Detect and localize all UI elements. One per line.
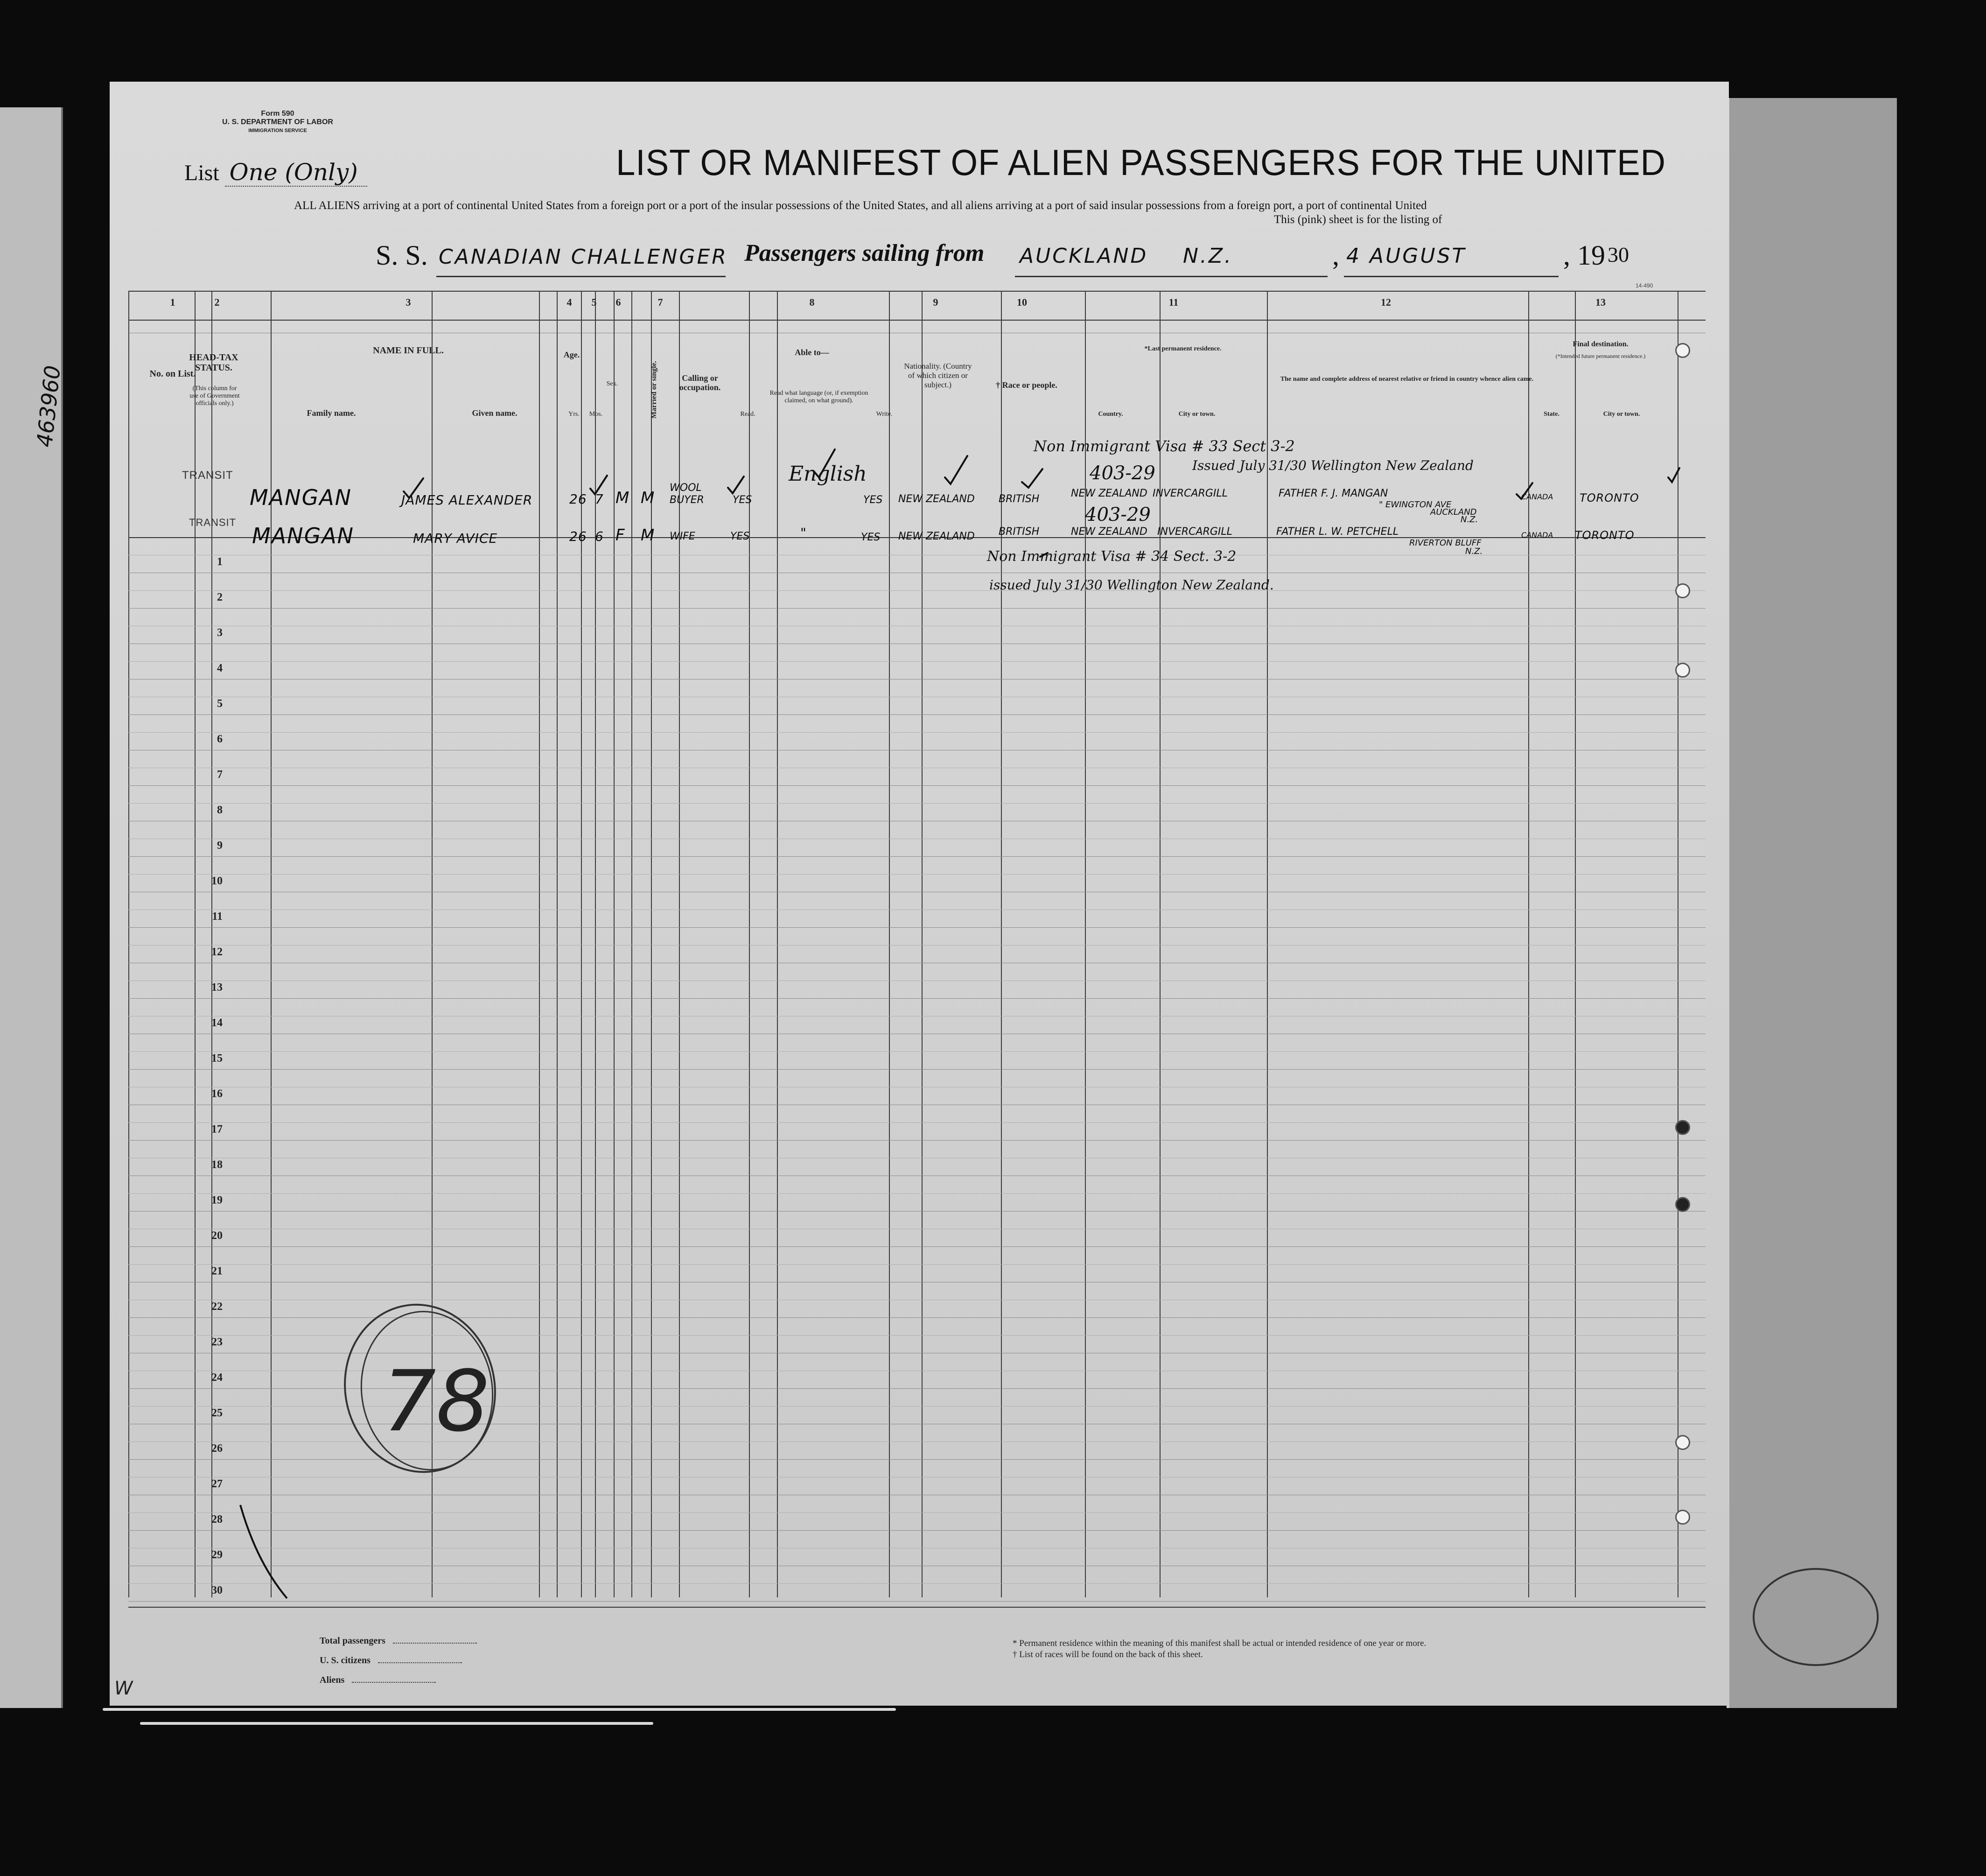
header-given-name: Given name. <box>472 408 517 418</box>
line-number: 7 <box>217 769 223 781</box>
col-number: 6 <box>615 296 621 308</box>
line-number: 12 <box>211 946 223 958</box>
header-married: Married or single. <box>650 361 658 419</box>
relative-address: N.Z. <box>1465 546 1483 556</box>
table-row-rule <box>128 1069 1706 1070</box>
visa-annotation: Issued July 31/30 Wellington New Zealand <box>1192 458 1474 473</box>
line-number: 1 <box>217 556 223 568</box>
form-number: Form 590 <box>261 110 294 118</box>
margin-mark: W <box>114 1678 133 1699</box>
sex: M <box>615 489 630 507</box>
subtitle-line-1: ALL ALIENS arriving at a port of continental United States from a foreign port or a port of the insular possessions of the United States, and all aliens arriving at a port of said insular possessions from a foreign port, a port of continental United <box>294 199 1427 212</box>
status-stamp: TRANSIT <box>182 469 233 482</box>
header-able-to: Able to— <box>795 348 829 357</box>
residence-city: INVERCARGILL <box>1153 488 1228 499</box>
sailing-date: 4 AUGUST <box>1346 244 1467 268</box>
table-row-rule <box>128 1601 1706 1602</box>
table-row-rule <box>128 1140 1706 1141</box>
check-marks <box>110 82 1729 642</box>
col-number: 8 <box>809 296 815 308</box>
binding-hole <box>1675 1510 1690 1525</box>
col-number: 1 <box>170 296 175 308</box>
header-yrs: Yrs. <box>568 411 580 418</box>
binding-hole <box>1675 583 1690 598</box>
header-relative: The name and complete address of nearest relative or friend in country whence alien came. <box>1280 376 1534 383</box>
header-age: Age. <box>563 350 580 359</box>
line-number: 9 <box>217 840 223 852</box>
binding-hole <box>1675 1120 1690 1135</box>
line-number: 5 <box>217 698 223 710</box>
code-annotation: 403-29 <box>1090 462 1155 484</box>
page-title: LIST OR MANIFEST OF ALIEN PASSENGERS FOR THE UNITED <box>616 142 1666 183</box>
line-number: 8 <box>217 804 223 816</box>
can-write: YES <box>861 532 881 543</box>
header-head-tax: HEAD-TAX STATUS. <box>189 352 238 373</box>
line-number: 21 <box>211 1265 223 1277</box>
table-row-midline <box>128 732 1706 733</box>
header-nationality: Nationality. (Country of which citizen or subject.) <box>904 362 972 389</box>
footnotes <box>1013 1638 1426 1660</box>
totals-block <box>320 1636 477 1694</box>
service: IMMIGRATION SERVICE <box>248 128 307 133</box>
table-row-midline <box>128 980 1706 981</box>
table-row-midline <box>128 1264 1706 1265</box>
table-row-midline <box>128 1193 1706 1194</box>
header-last-residence: *Last permanent residence. <box>1144 345 1222 352</box>
header-name-in-full: NAME IN FULL. <box>373 345 444 356</box>
given-name: JAMES ALEXANDER <box>401 492 533 508</box>
header-read: Read. <box>740 411 755 418</box>
table-row-midline <box>128 661 1706 662</box>
residence-country: NEW ZEALAND <box>1071 526 1147 538</box>
footnote-races: † List of races will be found on the back of this sheet. <box>1013 1650 1203 1659</box>
header-dest-city: City or town. <box>1603 411 1640 418</box>
table-row-rule <box>128 998 1706 999</box>
header-sex: Sex. <box>606 380 618 387</box>
table-row-midline <box>128 874 1706 875</box>
ship-name: CANADIAN CHALLENGER <box>439 245 728 269</box>
occupation: BUYER <box>670 494 704 506</box>
header-write: Write. <box>876 411 893 418</box>
can-read: YES <box>733 494 752 506</box>
line-number: 13 <box>211 981 223 994</box>
list-value: One (Only) <box>225 159 367 187</box>
ring-mark <box>1753 1568 1879 1666</box>
col-number: 13 <box>1595 296 1606 308</box>
table-row-midline <box>128 1583 1706 1584</box>
sheet-code: 14-490 <box>1636 282 1653 289</box>
header-state: State. <box>1544 411 1559 418</box>
table-row-midline <box>128 1122 1706 1123</box>
col-number: 2 <box>214 296 220 308</box>
read-language: English <box>789 462 867 486</box>
adjacent-right-page <box>1727 98 1897 1708</box>
can-read: YES <box>730 531 750 542</box>
visa-annotation: Non Immigrant Visa # 34 Sect. 3-2 <box>987 548 1237 565</box>
line-number: 10 <box>211 875 223 887</box>
col-number: 12 <box>1381 296 1391 308</box>
line-number: 22 <box>211 1301 223 1313</box>
code-annotation: 403-29 <box>1085 504 1151 525</box>
marital-status: M <box>641 526 655 545</box>
sailing-port: AUCKLAND <box>1020 244 1148 268</box>
age-yrs: 26 <box>569 491 587 507</box>
given-name: MARY AVICE <box>413 531 498 546</box>
line-number: 19 <box>211 1194 223 1206</box>
header-no-on-list: No. on List. <box>149 369 196 379</box>
file-number: 463960 <box>32 364 66 448</box>
manifest-sheet: Form 590 U. S. DEPARTMENT OF LABOR IMMIGRATION SERVICE List One (Only) LIST OR MANIFEST OF ALIEN PASSENGERS FOR THE UNITED ALL ALIENS arriving at a port of continental United States from a foreign port or a port of the insular possessions of the United States, and all aliens arriving at a port of said insular possessions from a foreign port, a port of continental United This (pink) sheet is for the listing of S. S. CANADIAN CHALLENGER Passengers sailing from AUCKLAND N.Z. , 4 AUGUST , 19 30 14-490 1 2 3 4 5 6 7 8 9 10 11 12 13 No. on List. HEAD-TAX STATUS. (This column for use of Government officials only.) NAME IN FULL. Family name. Given name. Age. Yrs. Mos. Sex. Married or single. Calling or occupation. Able to— Read. Read what language (or, if exemption claimed, on what ground). Write. Nationality. (Country of which citizen or subject.) † Race or people. *Last permanent residence. Country. City or town. The name and complete address of nearest relative or friend in country whence alien came. Final destination. (*Intended future permanent residence.) State. City or town. 1 2 3 4 5 6 7 8 9 10 11 12 13 14 15 16 17 18 19 20 21 22 23 24 25 26 27 28 29 30 TRANSIT TRANSIT MANGAN JAMES ALEXANDER 26 7 M M WOOL BUYER YES English YES NEW ZEALAND BRITISH NEW ZEALAND INVERCARGILL FATHER F. J. MANGAN " EWINGTON AVE AUCKLAND N.Z. CANADA TORONTO MANGAN MARY AVICE 26 6 F M WIFE YES " YES NEW ZEALAND BRITISH NEW ZEALAND INVERCARGILL FATHER L. W. PETCHELL RIVERTON BLUFF N.Z. CANADA TORONTO Non Immigrant Visa # 33 Sect 3-2 Issued July 31/30 Wellington New Zealand 403-29 403-29 Non Immigrant Visa # 34 Sect. 3-2 issued July 31/30 Wellington New Zealand. 78 Total passengers U. S. citizens Aliens * Permanent residence within the meaning of this manifest shall be actual or intended residence of one year or more. † List of races will be found on the back of this sheet. W <box>110 82 1729 1706</box>
read-language: " <box>800 525 807 540</box>
line-number: 11 <box>212 910 223 923</box>
residence-country: NEW ZEALAND <box>1071 488 1147 499</box>
header-calling: Calling or occupation. <box>679 373 721 392</box>
line-number: 28 <box>211 1513 223 1526</box>
pen-stroke <box>236 1500 292 1603</box>
circled-number: 78 <box>383 1353 490 1450</box>
line-number: 3 <box>217 627 223 639</box>
department: U. S. DEPARTMENT OF LABOR <box>222 118 333 126</box>
col-number: 11 <box>1168 296 1179 308</box>
total-passengers-label: Total passengers <box>320 1636 385 1646</box>
race: BRITISH <box>999 493 1040 505</box>
binding-hole <box>1675 1435 1690 1450</box>
line-number: 14 <box>211 1017 223 1029</box>
header-race: † Race or people. <box>996 380 1057 390</box>
nationality: NEW ZEALAND <box>898 493 975 505</box>
dest-state: CANADA <box>1521 531 1553 539</box>
line-number: 30 <box>211 1584 223 1596</box>
age-mos: 6 <box>595 529 604 544</box>
occupation: WOOL <box>670 482 702 494</box>
line-number: 2 <box>217 591 223 603</box>
aliens-label: Aliens <box>320 1675 345 1685</box>
header-head-tax-note: (This column for use of Government officials only.) <box>189 385 240 407</box>
race: BRITISH <box>999 526 1040 538</box>
line-number: 24 <box>211 1372 223 1384</box>
table-row-midline <box>128 1512 1706 1513</box>
line-number: 27 <box>211 1478 223 1490</box>
ship-prefix: S. S. <box>376 240 428 271</box>
residence-city: INVERCARGILL <box>1157 526 1232 538</box>
table-row-midline <box>128 803 1706 804</box>
table-row-rule <box>128 927 1706 928</box>
line-number: 25 <box>211 1407 223 1419</box>
status-stamp: TRANSIT <box>189 517 237 528</box>
table-row-rule <box>128 1530 1706 1531</box>
visa-annotation: issued July 31/30 Wellington New Zealand. <box>989 577 1274 593</box>
relative-address: N.Z. <box>1461 515 1478 525</box>
header-city-town: City or town. <box>1178 411 1216 418</box>
col-number: 7 <box>657 296 663 308</box>
binding-hole <box>1675 343 1690 358</box>
circled-number-mark <box>336 1295 509 1482</box>
footnote-residence: * Permanent residence within the meaning of this manifest shall be actual or intended residence of one year or more. <box>1013 1638 1427 1648</box>
col-number: 10 <box>1017 296 1027 308</box>
line-number: 4 <box>217 662 223 674</box>
line-number: 6 <box>217 733 223 745</box>
relative-address: " EWINGTON AVE <box>1379 500 1452 510</box>
marital-status: M <box>641 489 655 507</box>
subtitle-line-2: This (pink) sheet is for the listing of <box>1274 213 1442 226</box>
col-number: 9 <box>933 296 938 308</box>
col-number: 5 <box>591 296 597 308</box>
table-row-midline <box>128 1051 1706 1052</box>
sex: F <box>615 526 625 545</box>
line-number: 23 <box>211 1336 223 1348</box>
us-citizens-label: U. S. citizens <box>320 1655 371 1666</box>
family-name: MANGAN <box>250 485 352 510</box>
family-name: MANGAN <box>252 523 355 548</box>
header-mos: Mos. <box>589 411 603 418</box>
header-final-destination-note: (*Intended future permanent residence.) <box>1555 353 1646 359</box>
header-country: Country. <box>1098 411 1123 418</box>
line-number: 18 <box>211 1159 223 1171</box>
relative: FATHER L. W. PETCHELL <box>1276 526 1399 538</box>
line-number: 20 <box>211 1230 223 1242</box>
relative: FATHER F. J. MANGAN <box>1279 488 1388 499</box>
relative-address: RIVERTON BLUFF <box>1409 538 1482 548</box>
dest-state: CANADA <box>1521 492 1553 501</box>
header-final-destination: Final destination. <box>1573 340 1629 348</box>
visa-annotation: Non Immigrant Visa # 33 Sect 3-2 <box>1034 437 1295 455</box>
adjacent-left-page <box>0 107 66 1708</box>
nationality: NEW ZEALAND <box>898 531 975 542</box>
can-write: YES <box>863 494 883 506</box>
relative-address: AUCKLAND <box>1430 507 1477 517</box>
age-mos: 7 <box>595 491 604 507</box>
table-row-rule <box>128 856 1706 857</box>
page-stack-edge <box>140 1722 653 1725</box>
dest-city: TORONTO <box>1580 491 1639 504</box>
list-label: List <box>184 161 219 185</box>
col-number: 3 <box>406 296 411 308</box>
line-number: 29 <box>211 1549 223 1561</box>
col-number: 4 <box>566 296 572 308</box>
header-read-language: Read what language (or, if exemption claimed, on what ground). <box>769 390 868 404</box>
occupation: WIFE <box>670 531 695 542</box>
line-number: 17 <box>211 1123 223 1135</box>
table-row-rule <box>128 1246 1706 1247</box>
table-row-rule <box>128 714 1706 715</box>
line-number: 26 <box>211 1442 223 1455</box>
binding-hole <box>1675 1197 1690 1212</box>
header-family-name: Family name. <box>307 408 356 418</box>
year-suffix: 30 <box>1608 243 1629 266</box>
line-number: 15 <box>211 1052 223 1064</box>
age-yrs: 26 <box>569 529 587 544</box>
sailing-label: Passengers sailing from <box>744 240 985 266</box>
line-number: 16 <box>211 1088 223 1100</box>
sailing-country: N.Z. <box>1183 244 1233 268</box>
year-prefix: 19 <box>1577 240 1605 271</box>
dest-city: TORONTO <box>1575 529 1635 542</box>
table-row-rule <box>128 785 1706 786</box>
binding-hole <box>1675 663 1690 678</box>
page-stack-edge <box>103 1708 896 1711</box>
